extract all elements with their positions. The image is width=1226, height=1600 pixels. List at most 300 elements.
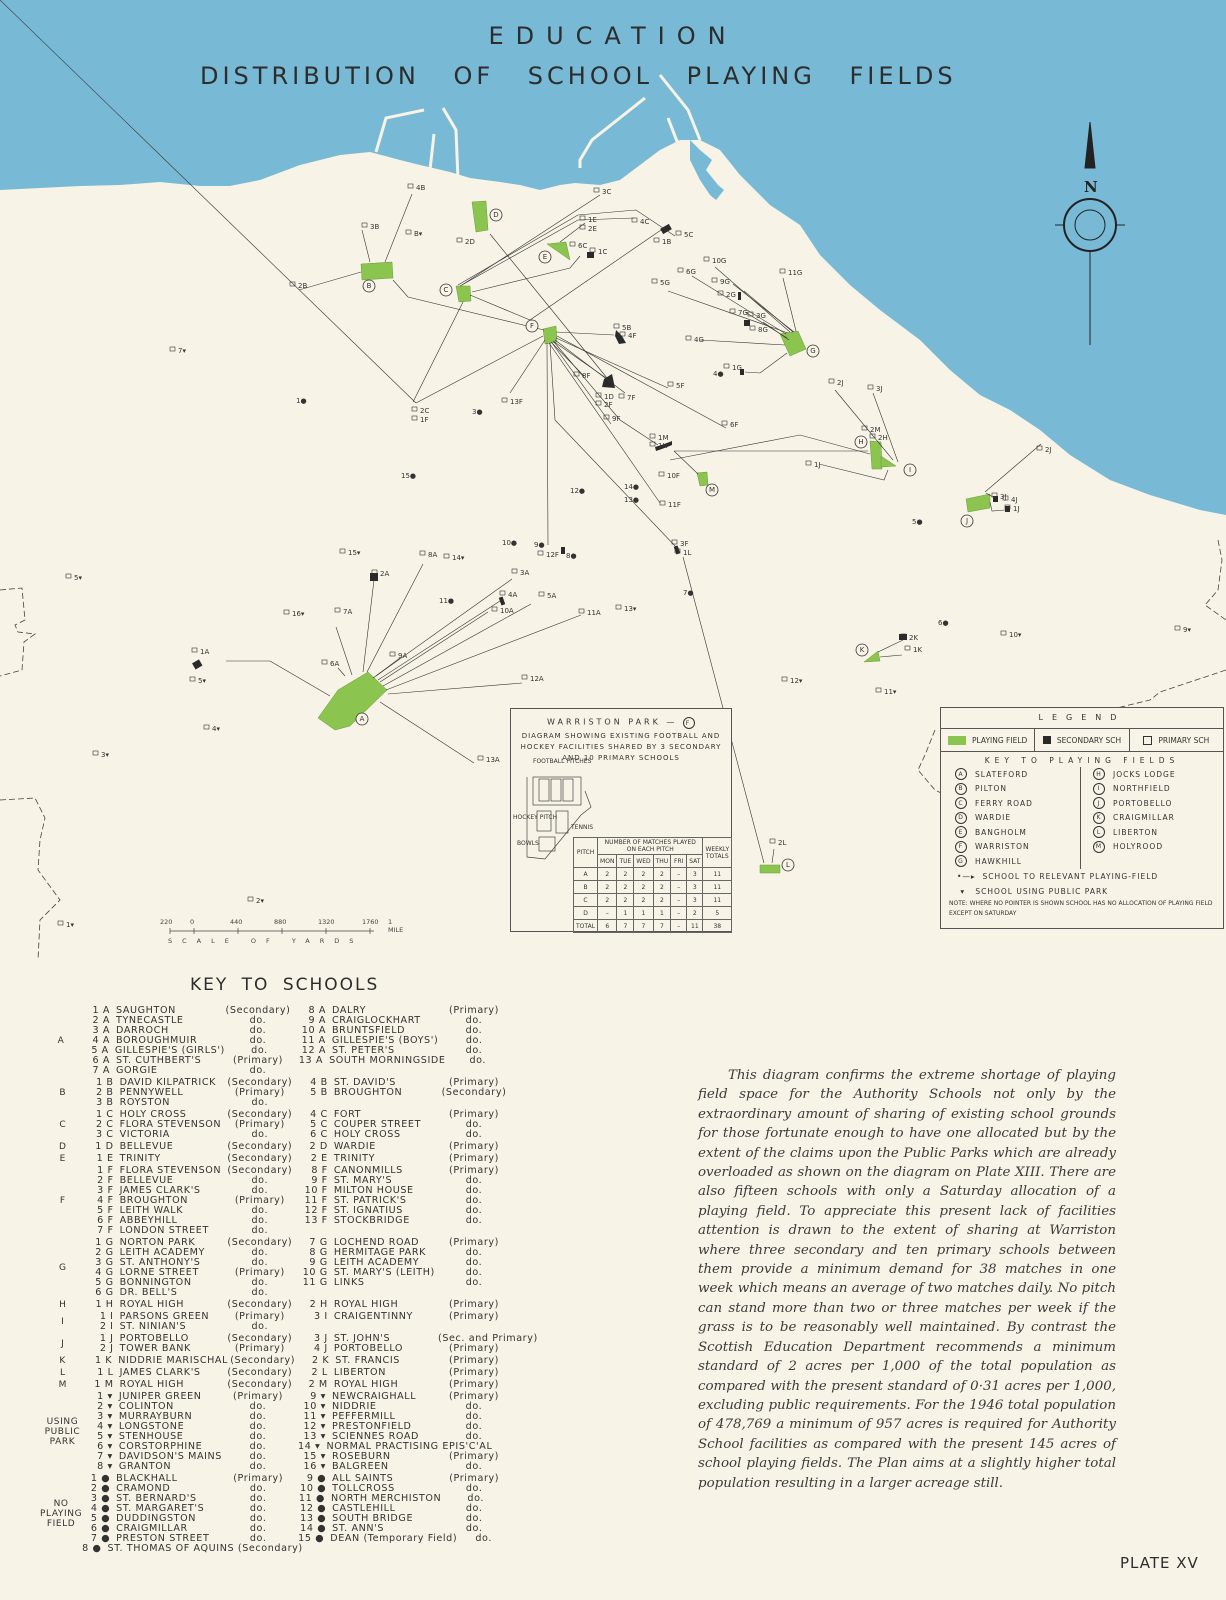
school-code: 4 A xyxy=(92,1035,110,1046)
school-marker-icon xyxy=(340,549,345,553)
legend-field-item xyxy=(955,811,1080,826)
legend-arrow-note: •—▸ SCHOOL TO RELEVANT PLAYING-FIELD xyxy=(957,872,1159,881)
school-type: do. xyxy=(465,1185,483,1196)
page-subtitle: DISTRIBUTION OF SCHOOL PLAYING FIELDS xyxy=(200,62,957,90)
school-code: 14 ● xyxy=(300,1523,327,1534)
school-marker-icon xyxy=(66,574,71,578)
park-triangle-icon: ▾ xyxy=(957,887,969,896)
school-label: 11A xyxy=(587,609,601,617)
school-name: FLORA STEVENSON xyxy=(119,1119,222,1130)
school-entry xyxy=(300,1380,510,1390)
school-entry xyxy=(86,1098,296,1108)
school-type: do. xyxy=(251,1045,268,1056)
school-code: 2 B xyxy=(96,1087,114,1098)
no-field-label: 5● xyxy=(912,518,923,526)
playing-field-f xyxy=(543,326,557,344)
school-name: ROYSTON xyxy=(119,1097,171,1108)
school-group xyxy=(40,1300,510,1310)
school-type: (Primary) xyxy=(234,1311,285,1322)
school-type: do. xyxy=(465,1461,483,1472)
school-code: 1 H xyxy=(95,1299,114,1310)
school-type: (Primary) xyxy=(449,1391,499,1402)
group-label: E xyxy=(59,1154,66,1164)
park-school-label: 16▾ xyxy=(292,610,305,618)
school-name: SOUTH BRIDGE xyxy=(332,1513,414,1524)
scale-bar-line xyxy=(166,927,386,935)
field-id-circle-icon: M xyxy=(1093,841,1105,853)
school-name: ST. PATRICK'S xyxy=(333,1195,407,1206)
school-type: do. xyxy=(249,1401,267,1412)
school-code: 1 L xyxy=(97,1367,114,1378)
school-code: 3 I xyxy=(314,1311,328,1322)
school-name: GILLESPIE'S (GIRLS') xyxy=(114,1045,225,1056)
school-type: do. xyxy=(249,1503,267,1514)
legend-field-item xyxy=(1093,811,1218,826)
school-name: STOCKBRIDGE xyxy=(333,1215,410,1226)
school-code: 9 ● xyxy=(306,1473,327,1484)
school-code: 10 F xyxy=(304,1185,328,1196)
school-marker-icon xyxy=(905,646,910,650)
school-label: 3J xyxy=(876,385,883,393)
school-name: COUPER STREET xyxy=(333,1119,422,1130)
group-label: K xyxy=(59,1356,66,1366)
school-type: do. xyxy=(465,1247,483,1258)
school-code: 2 A xyxy=(92,1015,110,1026)
school-name: TRINITY xyxy=(333,1153,376,1164)
park-school-label: 7▾ xyxy=(178,347,186,355)
school-label: 11F xyxy=(668,501,681,509)
school-name: BOROUGHMUIR xyxy=(116,1035,198,1046)
school-name: ROYAL HIGH xyxy=(119,1379,185,1390)
school-label: 2K xyxy=(909,634,919,642)
school-label: 5B xyxy=(622,324,632,332)
school-name: DUDDINGSTON xyxy=(116,1513,197,1524)
school-marker-icon xyxy=(594,188,599,192)
school-label: 10F xyxy=(667,472,680,480)
school-type: do. xyxy=(249,1483,267,1494)
school-code: 3 ● xyxy=(90,1493,111,1504)
school-type: (Secondary) xyxy=(225,1005,291,1016)
no-field-label: 6● xyxy=(938,619,949,627)
school-label: B▾ xyxy=(414,230,423,238)
school-name: ST. MARY'S (LEITH) xyxy=(333,1267,435,1278)
school-entry xyxy=(86,1322,296,1332)
school-name: BONNINGTON xyxy=(119,1277,192,1288)
school-label: 4A xyxy=(508,591,518,599)
school-type: do. xyxy=(475,1533,492,1544)
svg-text:K: K xyxy=(859,646,865,654)
school-code: 1 K xyxy=(94,1355,113,1366)
school-name: PENNYWELL xyxy=(119,1087,184,1098)
school-code: 1 ▾ xyxy=(97,1391,113,1402)
school-group xyxy=(40,1474,510,1554)
school-type: do. xyxy=(465,1257,483,1268)
school-marker-icon xyxy=(652,279,657,283)
school-entry xyxy=(300,1142,510,1152)
no-field-label: 12● xyxy=(570,487,586,495)
school-label: 3G xyxy=(756,312,766,320)
school-type: do. xyxy=(249,1513,267,1524)
school-marker-icon xyxy=(362,223,367,227)
school-marker-icon xyxy=(492,607,497,611)
school-type: do. xyxy=(249,1441,267,1452)
school-label: 9G xyxy=(720,278,730,286)
school-label: 4C xyxy=(640,218,650,226)
school-marker-icon xyxy=(190,677,195,681)
school-label: 2E xyxy=(588,225,597,233)
school-code: 10 G xyxy=(302,1267,328,1278)
school-name: BROUGHTON xyxy=(333,1087,403,1098)
field-id-circle-icon: D xyxy=(955,812,967,824)
school-code: 5 B xyxy=(310,1087,328,1098)
no-field-label: 9● xyxy=(534,541,545,549)
legend-field-item xyxy=(955,796,1080,811)
school-label: 10G xyxy=(712,257,727,265)
school-type: (Primary) xyxy=(449,1473,500,1484)
school-code: 10 ▾ xyxy=(303,1401,326,1412)
school-type: do. xyxy=(465,1411,483,1422)
school-marker-icon xyxy=(660,501,665,505)
school-name: BLACKHALL xyxy=(116,1473,178,1484)
school-code: 2 M xyxy=(308,1379,328,1390)
school-name: LOCHEND ROAD xyxy=(333,1237,420,1248)
school-label: 2B xyxy=(298,282,308,290)
school-type: (Primary) xyxy=(234,1343,285,1354)
school-name: COLINTON xyxy=(118,1401,174,1412)
school-entry xyxy=(300,1312,510,1322)
tennis-label: TENNIS xyxy=(571,824,594,831)
legend-field-item xyxy=(955,825,1080,840)
playing-field-d xyxy=(472,201,488,232)
school-name: DAVID KILPATRICK xyxy=(119,1077,217,1088)
school-marker-icon xyxy=(457,238,462,242)
school-code: 6 C xyxy=(310,1129,328,1140)
football-pitches-label: FOOTBALL PITCHES xyxy=(533,758,592,765)
scale-tick-label: 220 xyxy=(160,918,173,926)
school-name: MILTON HOUSE xyxy=(333,1185,414,1196)
school-type: do. xyxy=(467,1493,485,1504)
school-name: STENHOUSE xyxy=(118,1431,184,1442)
school-type: (Secondary) xyxy=(227,1109,293,1120)
school-entry xyxy=(82,1066,294,1076)
school-code: 3 G xyxy=(95,1257,114,1268)
warriston-description: DIAGRAM SHOWING EXISTING FOOTBALL AND HOCKEY FACILITIES SHARED BY 3 SECONDARY AND 10 PRIMARY SCHOOLS xyxy=(520,732,722,762)
school-marker-icon xyxy=(538,551,543,555)
svg-text:B: B xyxy=(366,282,372,290)
school-label: 6F xyxy=(730,421,739,429)
svg-text:J: J xyxy=(965,517,969,525)
school-name: LORNE STREET xyxy=(119,1267,199,1278)
school-name: ST. NINIAN'S xyxy=(119,1321,187,1332)
school-label: 5F xyxy=(676,382,685,390)
school-marker-icon xyxy=(730,309,735,313)
park-school-label: 13▾ xyxy=(624,605,637,613)
school-name: PRESTONFIELD xyxy=(332,1421,412,1432)
school-marker-icon xyxy=(390,652,395,656)
school-type: do. xyxy=(469,1055,487,1066)
school-code: 11 A xyxy=(301,1035,326,1046)
school-label: 4B xyxy=(416,184,426,192)
school-label: 2F xyxy=(604,401,613,409)
school-name: PARSONS GREEN xyxy=(119,1311,210,1322)
school-code: 12 A xyxy=(301,1045,326,1056)
school-label: 11G xyxy=(788,269,803,277)
school-type: do. xyxy=(249,1015,267,1026)
no-field-label: 11● xyxy=(439,597,455,605)
school-label: 2J xyxy=(837,379,844,387)
school-type: do. xyxy=(465,1205,483,1216)
school-name: JAMES CLARK'S xyxy=(119,1367,201,1378)
school-code: 1 G xyxy=(95,1237,114,1248)
school-name: CORSTORPHINE xyxy=(118,1441,203,1452)
key-to-schools-title: KEY TO SCHOOLS xyxy=(190,975,380,995)
field-name: HOLYROOD xyxy=(1113,842,1164,852)
legend-field-item xyxy=(955,854,1080,869)
school-type: (Primary) xyxy=(449,1367,499,1378)
school-marker-icon xyxy=(539,592,544,596)
field-name: BANGHOLM xyxy=(975,827,1027,837)
school-code: 4 F xyxy=(97,1195,114,1206)
school-label: 1B xyxy=(662,238,672,246)
school-name: DR. BELL'S xyxy=(119,1287,178,1298)
school-type: (Secondary) xyxy=(227,1367,293,1378)
school-type: do. xyxy=(465,1483,483,1494)
school-name: NORMAL PRACTISING EPIS'C'AL xyxy=(326,1441,493,1452)
field-name: WARDIE xyxy=(975,813,1012,823)
school-marker-icon xyxy=(406,230,411,234)
no-field-label: 7● xyxy=(683,589,694,597)
school-name: TYNECASTLE xyxy=(116,1015,184,1026)
legend-field-item xyxy=(1093,825,1218,840)
school-name: ST. ANN'S xyxy=(332,1523,385,1534)
school-label: 1M xyxy=(658,434,669,442)
school-code: 4 G xyxy=(95,1267,114,1278)
playing-field-m xyxy=(697,472,708,486)
school-type: (Primary) xyxy=(449,1379,499,1390)
school-label: 10A xyxy=(500,607,514,615)
school-marker-icon xyxy=(580,225,585,229)
field-id-circle-icon: L xyxy=(1093,826,1105,838)
school-name: NIDDRIE MARISCHAL xyxy=(118,1355,229,1366)
school-code: 2 J xyxy=(99,1343,114,1354)
school-entry xyxy=(86,1288,296,1298)
no-field-label: 1● xyxy=(296,397,307,405)
legend-title: LEGEND xyxy=(941,708,1223,729)
school-name: SOUTH MORNINGSIDE xyxy=(329,1055,446,1066)
school-name: HOLY CROSS xyxy=(119,1109,187,1120)
school-entry xyxy=(86,1368,296,1378)
school-group xyxy=(40,1166,510,1236)
school-marker-icon xyxy=(616,605,621,609)
school-marker-icon xyxy=(502,398,507,402)
group-label: L xyxy=(59,1368,66,1378)
school-name: BALGREEN xyxy=(332,1461,389,1472)
school-code: 11 G xyxy=(302,1277,328,1288)
school-name: ST. MARGARET'S xyxy=(116,1503,205,1514)
secondary-school-swatch xyxy=(1043,736,1051,744)
school-marker-icon xyxy=(750,326,755,330)
park-school-label: 4▾ xyxy=(212,725,220,733)
field-name: CRAIGMILLAR xyxy=(1113,813,1175,823)
table-row: D – 1 1 1 – 2 5 xyxy=(574,907,732,920)
school-code: 2 D xyxy=(309,1141,328,1152)
day-header: SAT xyxy=(687,855,703,868)
group-label: H xyxy=(59,1300,67,1310)
school-label: 2M xyxy=(870,426,881,434)
school-type: (Secondary) xyxy=(227,1299,293,1310)
school-type: do. xyxy=(249,1065,267,1076)
school-label: 1J xyxy=(814,461,821,469)
key-to-playing-fields-title: KEY TO PLAYING FIELDS xyxy=(984,756,1180,765)
school-label: 3A xyxy=(520,569,530,577)
school-name: ST. FRANCIS xyxy=(335,1355,400,1366)
school-entry xyxy=(300,1130,510,1140)
school-code: 11 ● xyxy=(298,1493,325,1504)
playing-field-l xyxy=(760,865,780,873)
school-marker-icon xyxy=(712,278,717,282)
school-type: do. xyxy=(249,1035,267,1046)
school-code: 5 ● xyxy=(90,1513,111,1524)
school-name: WARDIE xyxy=(333,1141,376,1152)
school-label: 1A xyxy=(200,648,210,656)
school-entry xyxy=(86,1130,296,1140)
school-marker-icon xyxy=(500,591,505,595)
school-code: 4 B xyxy=(310,1077,328,1088)
school-name: LINKS xyxy=(333,1277,365,1288)
school-type: (Secondary) xyxy=(227,1077,293,1088)
school-type: (Primary) xyxy=(449,1311,499,1322)
school-label: 5G xyxy=(660,279,670,287)
school-entry xyxy=(300,1278,510,1288)
school-code: 1 J xyxy=(99,1333,114,1344)
school-name: JAMES CLARK'S xyxy=(119,1185,201,1196)
school-marker-icon xyxy=(204,725,209,729)
svg-text:G: G xyxy=(810,347,816,355)
school-label: 4J xyxy=(1011,496,1018,504)
school-code: 15 ▾ xyxy=(303,1451,326,1462)
school-marker-icon xyxy=(722,421,727,425)
school-marker-icon xyxy=(829,379,834,383)
school-type: (Primary) xyxy=(449,1077,499,1088)
school-type: do. xyxy=(249,1431,267,1442)
legend-field-item xyxy=(955,840,1080,855)
school-entry xyxy=(300,1368,510,1378)
school-type: do. xyxy=(465,1267,483,1278)
school-code: 7 ● xyxy=(90,1533,111,1544)
group-label: B xyxy=(59,1088,67,1098)
field-name: PORTOBELLO xyxy=(1113,798,1173,808)
school-code: 5 A xyxy=(91,1045,109,1056)
school-type: do. xyxy=(465,1523,483,1534)
school-name: ST. CUTHBERT'S xyxy=(116,1055,202,1066)
school-code: 6 ● xyxy=(90,1523,111,1534)
legend-field-item xyxy=(1093,782,1218,797)
arrow-icon: •—▸ xyxy=(957,872,976,881)
school-label: 2H xyxy=(878,434,888,442)
school-name: DARROCH xyxy=(116,1025,169,1036)
school-label: 12A xyxy=(530,675,544,683)
school-name: VICTORIA xyxy=(119,1129,170,1140)
svg-text:E: E xyxy=(542,253,548,261)
scale-tick-label: 440 xyxy=(230,918,243,926)
school-marker-icon xyxy=(1001,631,1006,635)
svg-text:L: L xyxy=(786,861,790,869)
school-code: 7 A xyxy=(92,1065,110,1076)
school-type: (Secondary) xyxy=(227,1153,293,1164)
day-header: TUE xyxy=(617,855,634,868)
school-code: 3 ▾ xyxy=(97,1411,113,1422)
school-entry xyxy=(82,1543,303,1554)
school-type: do. xyxy=(251,1257,269,1268)
school-label: 8A xyxy=(428,551,438,559)
field-id-badge: F xyxy=(683,717,695,729)
school-label: 2G xyxy=(726,291,736,299)
school-name: ROYAL HIGH xyxy=(333,1379,399,1390)
school-type: (Secondary) xyxy=(227,1165,293,1176)
school-group xyxy=(40,1312,510,1332)
scale-bar xyxy=(160,918,404,945)
school-code: 2 ● xyxy=(90,1483,111,1494)
field-name: WARRISTON xyxy=(975,842,1030,852)
school-group xyxy=(40,1380,510,1390)
school-code: 3 A xyxy=(92,1025,110,1036)
scale-tick-label: 1320 xyxy=(318,918,335,926)
playing-field-b xyxy=(361,262,393,280)
school-name: FORT xyxy=(333,1109,362,1120)
school-type: do. xyxy=(251,1321,269,1332)
school-marker-icon xyxy=(412,416,417,420)
school-entry xyxy=(86,1380,296,1390)
school-name: SCIENNES ROAD xyxy=(332,1431,420,1442)
school-type: (Primary) xyxy=(449,1005,499,1016)
school-code: 8 F xyxy=(311,1165,328,1176)
school-label: 2J xyxy=(1045,446,1052,454)
field-id-circle-icon: A xyxy=(955,768,967,780)
school-name: ST. BERNARD'S xyxy=(116,1493,197,1504)
school-code: 12 ● xyxy=(300,1503,327,1514)
school-code: 16 ▾ xyxy=(303,1461,326,1472)
school-label: 7G xyxy=(738,309,748,317)
school-name: TRINITY xyxy=(119,1153,161,1164)
school-marker-icon xyxy=(1175,626,1180,630)
school-group xyxy=(40,1333,538,1354)
group-label: C xyxy=(59,1120,67,1130)
school-type: (Primary) xyxy=(449,1141,499,1152)
school-marker-icon xyxy=(444,554,449,558)
school-type: (Secondary) xyxy=(227,1379,293,1390)
park-school-label: 3▾ xyxy=(101,751,109,759)
school-type: (Sec. and Primary) xyxy=(438,1333,538,1344)
school-name: LIBERTON xyxy=(333,1367,386,1378)
warriston-title: WARRISTON PARK — F xyxy=(511,717,731,729)
school-code: 9 G xyxy=(309,1257,328,1268)
school-label: 3J xyxy=(1000,493,1007,501)
key-to-schools-table xyxy=(40,1005,538,1556)
school-entry xyxy=(300,1216,510,1226)
school-type: (Primary) xyxy=(234,1087,285,1098)
school-marker-icon xyxy=(590,248,595,252)
school-entry xyxy=(86,1154,296,1164)
school-label: 1C xyxy=(598,248,608,256)
field-id-circle-icon: J xyxy=(1093,797,1105,809)
school-marker-icon xyxy=(335,608,340,612)
school-type: do. xyxy=(251,1097,269,1108)
school-code: 6 F xyxy=(97,1215,114,1226)
school-name: LEITH ACADEMY xyxy=(119,1247,206,1258)
hockey-pitch-label: HOCKEY PITCH xyxy=(513,814,558,821)
school-marker-icon xyxy=(780,269,785,273)
school-type: do. xyxy=(465,1401,483,1412)
